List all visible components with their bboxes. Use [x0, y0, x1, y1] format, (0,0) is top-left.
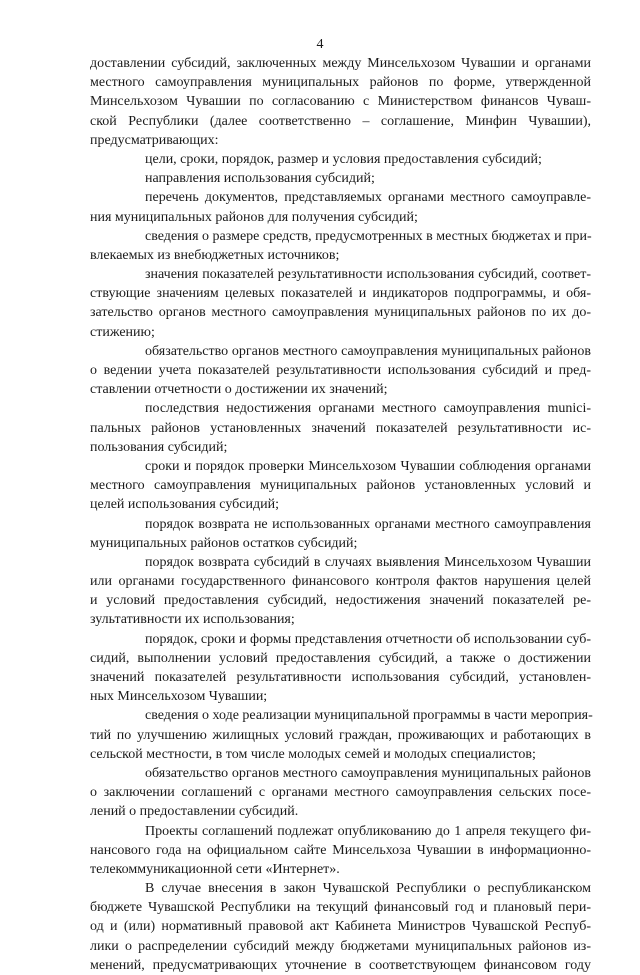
- paragraph: [90, 515, 591, 553]
- text-line: влекаемых из внебюджетных источников;: [90, 247, 340, 263]
- text-line: местного самоуправления муниципальных районов установленных условий и: [90, 478, 591, 494]
- text-line: сидий, выполнении условий предоставления субсидий, а также о достижении: [90, 650, 591, 666]
- text-line: муниципальных районов остатков субсидий;: [90, 535, 358, 551]
- text-line: бюджете Чувашской Республики на текущий финансовый год и плановый пери-: [90, 900, 591, 916]
- text-line: тий по улучшению жилищных условий граждан, проживающих и работающих в: [90, 727, 591, 743]
- paragraph: [90, 188, 591, 226]
- text-line: сведения о ходе реализации муниципальной программы в части мероприя-: [145, 708, 593, 724]
- text-line: цели, сроки, порядок, размер и условия предоставления субсидий;: [145, 151, 542, 167]
- text-line: о ведении учета показателей результативности использования субсидий и пред-: [90, 363, 591, 378]
- text-line: значений показателей результативности использования субсидий, установлен-: [90, 670, 591, 685]
- text-line: ской Республики (далее соответственно – соглашение, Минфин Чувашии),: [90, 113, 591, 129]
- text-line: стижению;: [90, 324, 155, 340]
- text-line: порядок возврата субсидий в случаях выявления Минсельхозом Чувашии: [145, 554, 591, 570]
- text-line: обязательство органов местного самоуправления муниципальных районов: [145, 765, 591, 781]
- text-line: Минсельхозом Чувашии по согласованию с Министерством финансов Чуваш-: [90, 94, 591, 110]
- text-line: ствующие значениям целевых показателей и индикаторов подпрограммы, и обя-: [90, 286, 591, 302]
- text-line: ных Минсельхозом Чувашии;: [90, 689, 268, 705]
- text-line: Проекты соглашений подлежат опубликованию до 1 апреля текущего фи-: [145, 823, 591, 839]
- paragraph: [90, 150, 591, 169]
- paragraph: [90, 457, 591, 515]
- text-line: зультативности их использования;: [90, 612, 295, 628]
- paragraph: [90, 706, 591, 764]
- paragraph: [90, 169, 591, 188]
- text-line: лений о предоставлении субсидий.: [90, 804, 299, 820]
- paragraph: [90, 764, 591, 822]
- text-line: менений, предусматривающих уточнение в соответствующем финансовом году: [90, 957, 591, 973]
- text-line: сведения о размере средств, предусмотренных в местных бюджетах и при-: [145, 228, 592, 244]
- paragraph: [90, 822, 591, 880]
- text-line: перечень документов, представляемых органами местного самоуправле-: [145, 190, 591, 206]
- paragraph: [90, 630, 591, 707]
- paragraph: [90, 342, 591, 400]
- text-line: последствия недостижения органами местного самоуправления munici-: [145, 401, 591, 417]
- text-line: местного самоуправления муниципальных районов по форме, утвержденной: [90, 75, 591, 91]
- text-line: значения показателей результативности использования субсидий, соответ-: [145, 267, 591, 283]
- text-line: В случае внесения в закон Чувашской Республики о республиканском: [145, 881, 591, 897]
- text-line: доставлении субсидий, заключенных между Минсельхозом Чувашии и органами: [90, 56, 591, 71]
- text-line: телекоммуникационной сети «Интернет».: [90, 861, 340, 877]
- paragraph: [90, 879, 591, 975]
- text-line: предусматривающих:: [90, 132, 219, 148]
- text-line: порядок возврата не использованных органами местного самоуправления: [145, 516, 591, 532]
- paragraph: [90, 265, 591, 342]
- text-line: лики о распределении субсидий между бюджетами муниципальных районов из-: [90, 938, 591, 954]
- text-line: порядок, сроки и формы представления отчетности об использовании суб-: [145, 631, 591, 647]
- text-line: од и (или) нормативный правовой акт Кабинета Министров Чувашской Респуб-: [90, 919, 591, 935]
- text-line: пальных районов установленных значений показателей результативности ис-: [90, 420, 591, 436]
- text-line: о заключении соглашений с органами местного самоуправления сельских посе-: [90, 785, 591, 801]
- paragraph: [90, 227, 591, 265]
- body-text: [90, 54, 591, 975]
- text-line: и условий предоставления субсидий, недостижения значений показателей ре-: [90, 593, 591, 609]
- text-line: направления использования субсидий;: [145, 171, 375, 187]
- text-line: зательство органов местного самоуправления муниципальных районов по их до-: [90, 305, 591, 321]
- text-line: сельской местности, в том числе молодых семей и молодых специалистов;: [90, 746, 536, 762]
- text-line: обязательство органов местного самоуправления муниципальных районов: [145, 343, 591, 359]
- paragraph: [90, 553, 591, 630]
- text-line: сроки и порядок проверки Минсельхозом Чувашии соблюдения органами: [145, 458, 591, 474]
- paragraph: [90, 399, 591, 457]
- text-line: нансового года на официальном сайте Минсельхоза Чувашии в информационно-: [90, 842, 591, 858]
- text-line: ния муниципальных районов для получения субсидий;: [90, 209, 418, 225]
- page-number: 4: [316, 37, 324, 52]
- text-line: или органами государственного финансового контроля фактов нарушения целей: [90, 574, 591, 590]
- text-line: пользования субсидий;: [90, 439, 228, 455]
- text-line: целей использования субсидий;: [90, 497, 279, 513]
- text-line: ставлении отчетности о достижении их значений;: [90, 382, 388, 398]
- paragraph: [90, 54, 591, 150]
